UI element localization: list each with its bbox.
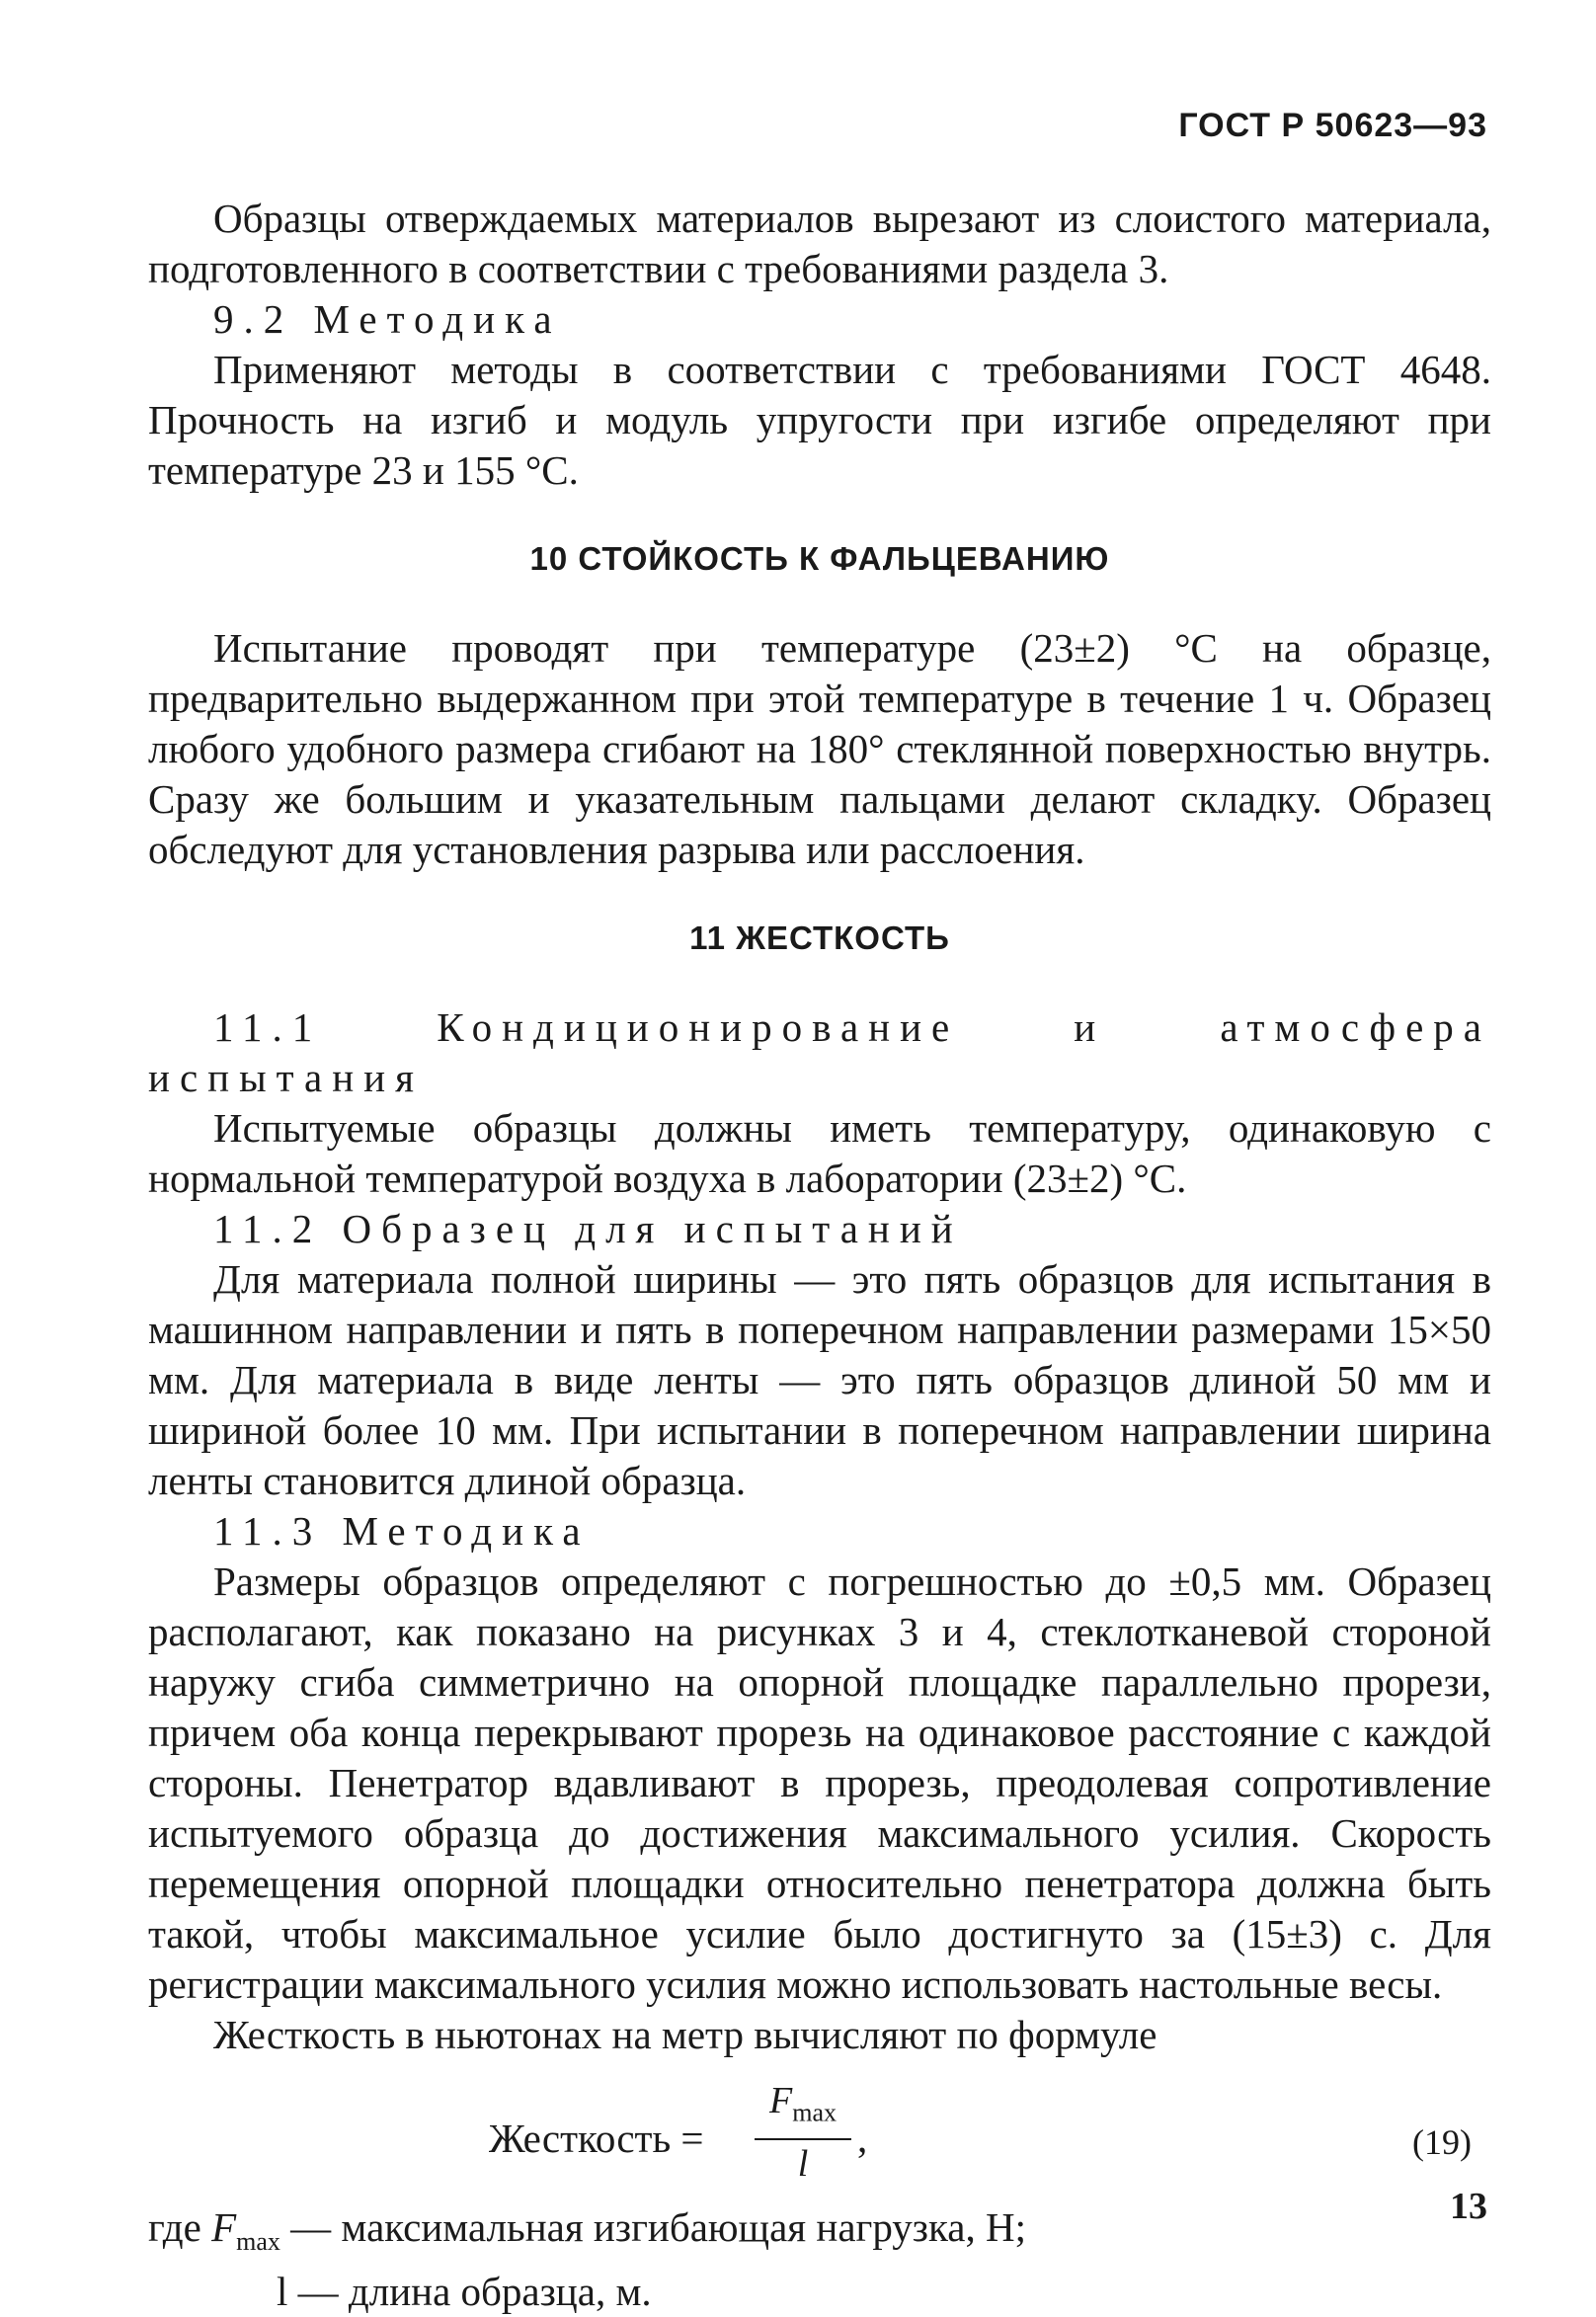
fraction-bar	[755, 2138, 851, 2140]
sec11-2-title: 11.2 Образец для испытаний	[213, 1206, 963, 1251]
page-content	[148, 194, 1491, 2317]
standard-code-header: ГОСТ Р 50623—93	[1178, 107, 1487, 144]
stiffness-formula	[148, 2078, 1491, 2197]
sec11-3-text: Размеры образцов определяют с погрешностью до ±0,5 мм. Образец располагают, как показано на рисунках 3 и 4, стеклотканевой стороной наружу сгиба симметрично на опорной площадке параллельно прорези, причем оба конца перекрывают прорезь на одинаковое расстояние с каждой стороны. Пенетратор вдавливают в прорезь, преодолевая сопротивление испытуемого образца до достижения максимального усилия. Скорость перемещения опорной площадки относительно пенетратора должна быть такой, чтобы максимальное усилие было достигнуто за (15±3) с. Для регистрации максимального усилия можно использовать настольные весы.	[148, 1558, 1491, 2007]
sec9-paragraph-1: Образцы отверждаемых материалов вырезают из слоистого материала, подготовленного в соответствии с требованиями раздела 3.	[148, 196, 1491, 291]
where-line-2: l — длина образца, м.	[277, 2269, 652, 2315]
formula-numerator: $F_{max}$	[769, 2080, 837, 2127]
sec11-heading: 11 ЖЕСТКОСТЬ	[689, 919, 950, 956]
sec11-1-title: 11.1 Кондиционирование и атмосфера испытания	[148, 1004, 1491, 1100]
sec9-paragraph-2: Применяют методы в соответствии с требованиями ГОСТ 4648. Прочность на изгиб и модуль упругости при изгибе определяют при температуре 23 и 155 °С.	[148, 347, 1491, 493]
sec11-2-text: Для материала полной ширины — это пять образцов для испытания в машинном направлении и пять в поперечном направлении размерами 15×50 мм. Для материала в виде ленты — это пять образцов длиной 50 мм и шириной более 10 мм. При испытании в поперечном направлении ширина ленты становится длиной образца.	[148, 1256, 1491, 1503]
formula-number: (19)	[1412, 2122, 1472, 2162]
sec11-1-text: Испытуемые образцы должны иметь температуру, одинаковую с нормальной температурой воздуха в лаборатории (23±2) °С.	[148, 1105, 1491, 1201]
sec11-3-title: 11.3 Методика	[213, 1508, 591, 1554]
formula-lhs: Жесткость =	[489, 2116, 704, 2161]
where-line-1: где $F_{max}$ — максимальная изгибающая нагрузка, Н;	[148, 2204, 1027, 2257]
formula-denominator: l	[797, 2142, 809, 2185]
formula-comma: ,	[857, 2116, 868, 2161]
sec9-2-title: 9.2 Методика	[213, 296, 562, 342]
page-number: 13	[1450, 2186, 1487, 2227]
sec10-paragraph: Испытание проводят при температуре (23±2) °С на образце, предварительно выдержанном при этой температуре в течение 1 ч. Образец любого удобного размера сгибают на 180° стеклянной поверхностью внутрь. Сразу же большим и указательным пальцами делают складку. Образец обследуют для установления разрыва или расслоения.	[148, 625, 1491, 872]
formula-fraction	[749, 2078, 857, 2186]
sec10-heading: 10 СТОЙКОСТЬ К ФАЛЬЦЕВАНИЮ	[529, 540, 1110, 577]
formula-intro: Жесткость в ньютонах на метр вычисляют по формуле	[213, 2012, 1157, 2057]
